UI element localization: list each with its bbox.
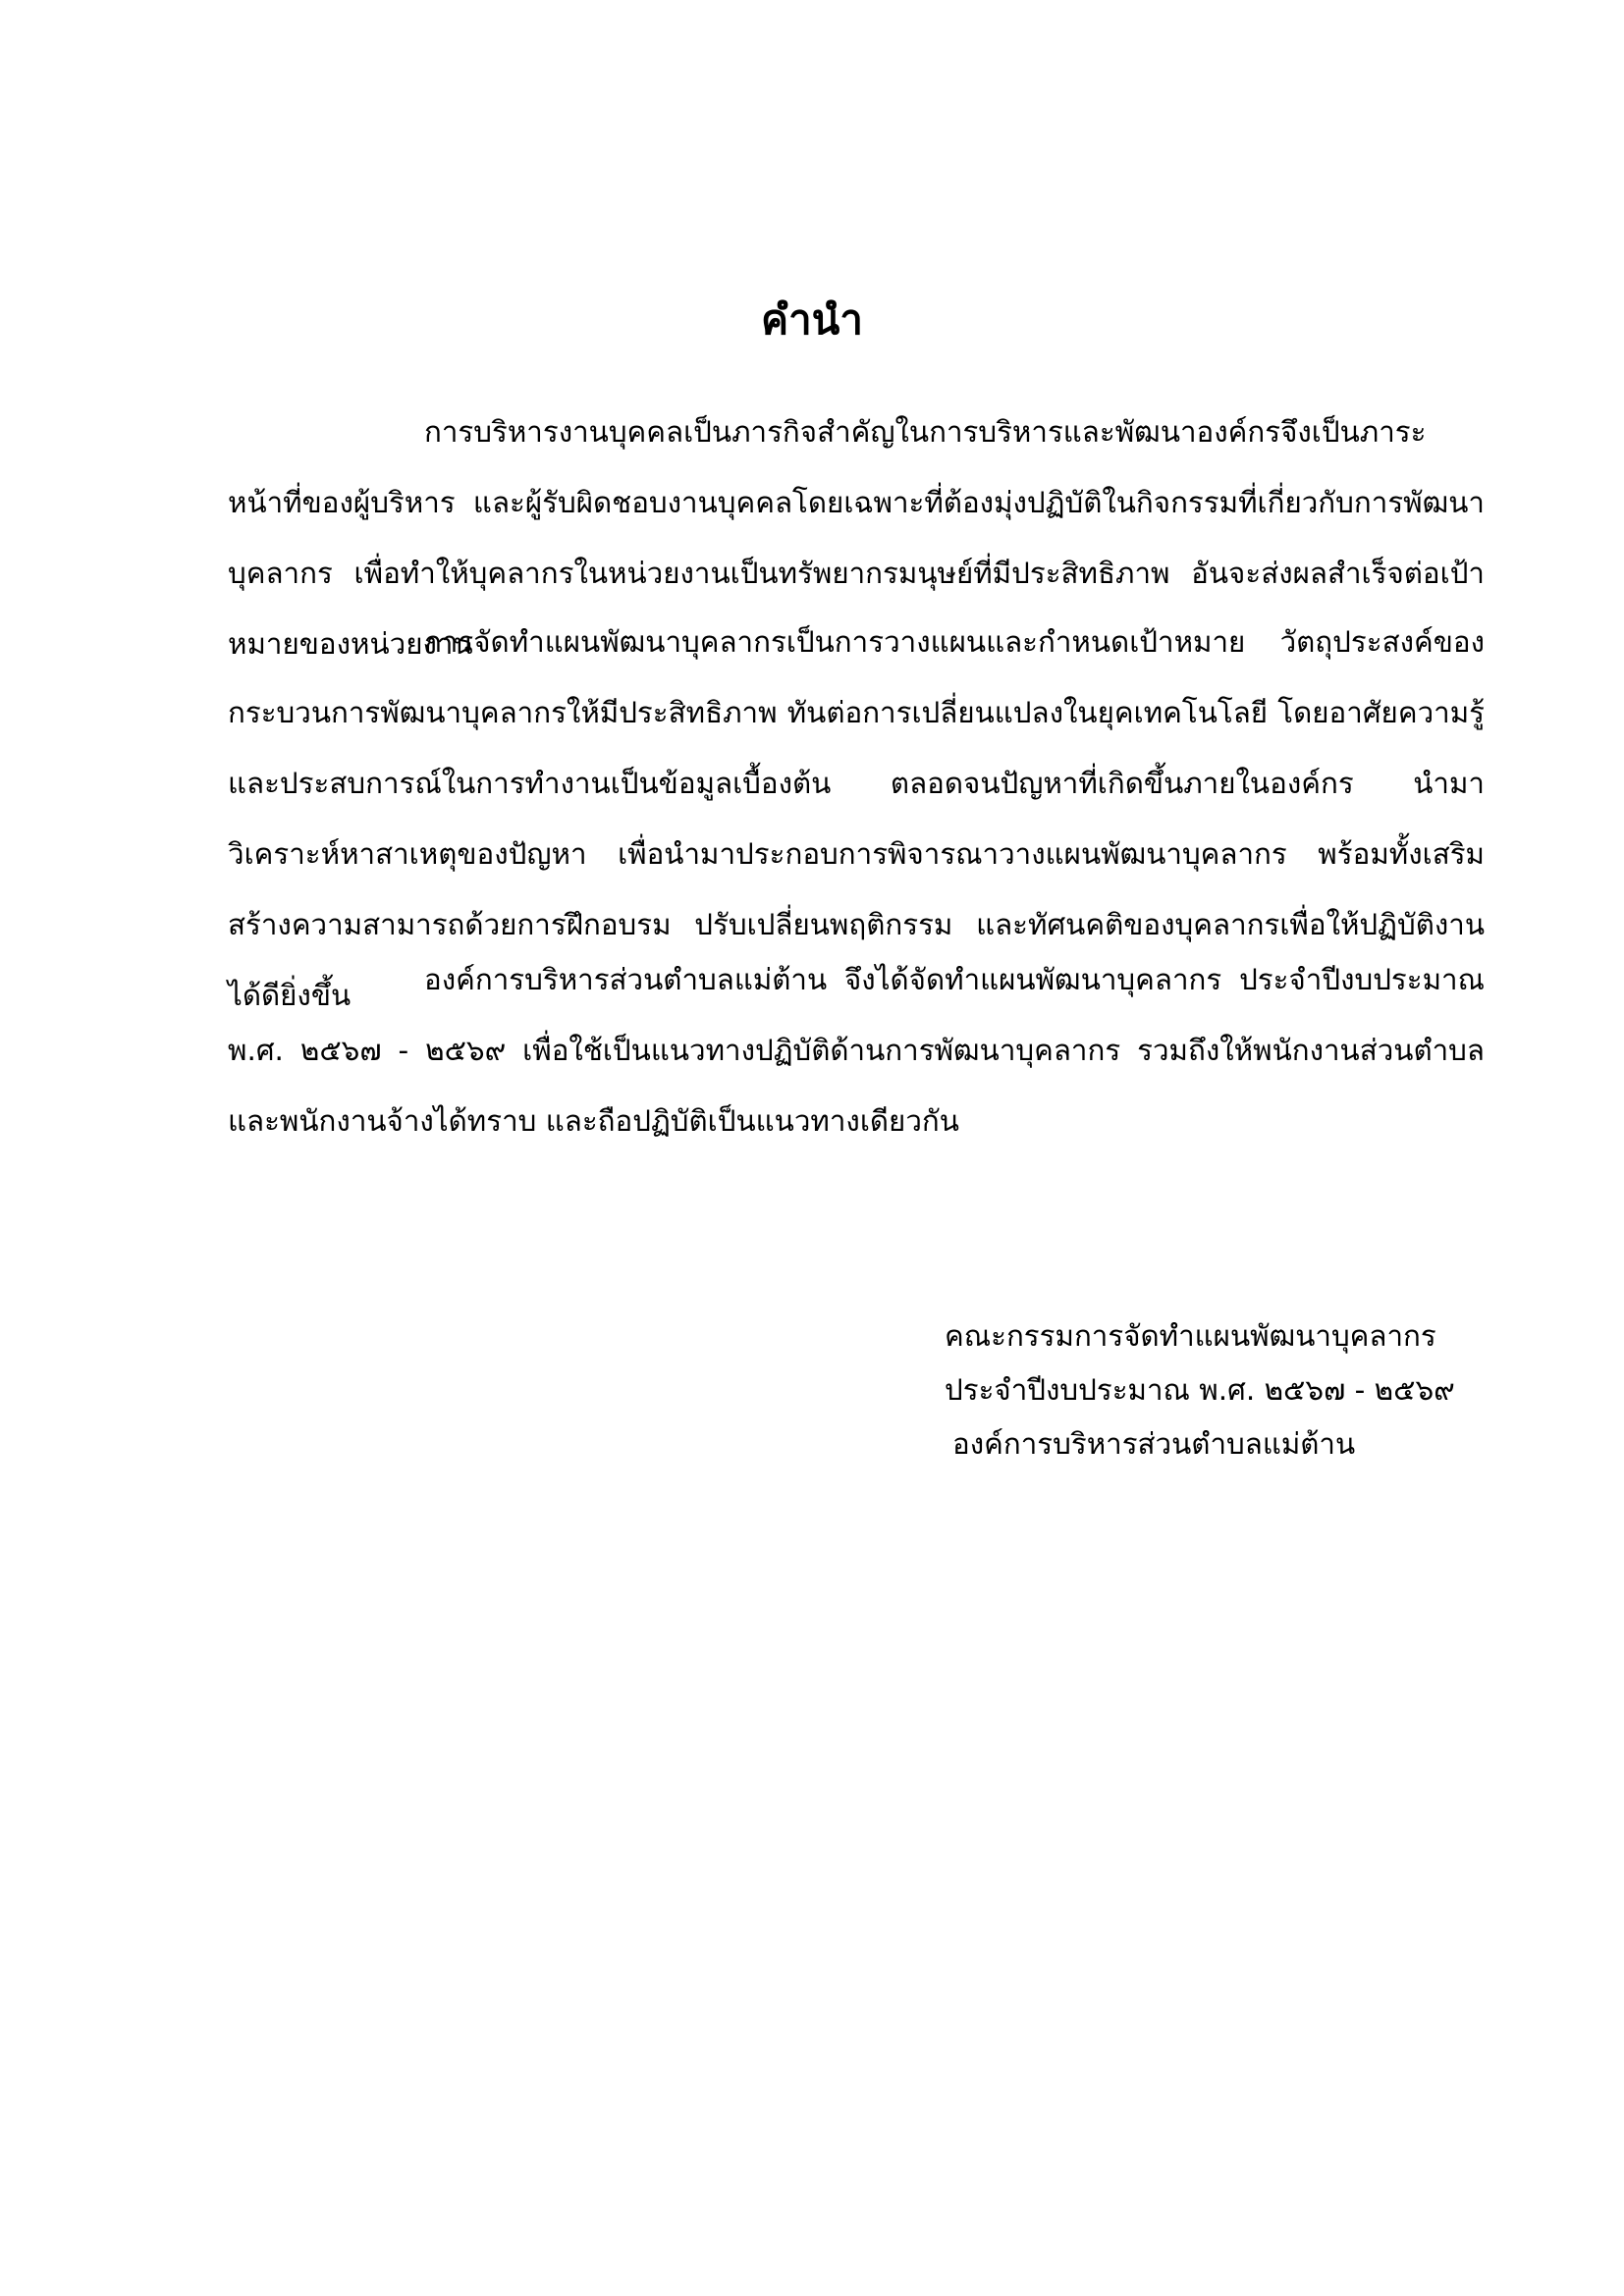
page-title: คำนำ — [761, 295, 863, 344]
signature-block — [945, 1309, 1455, 1471]
intro-paragraph-1: การบริหารงานบุคคลเป็นภารกิจสำคัญในการบริหารและพัฒนาองค์กรจึงเป็นภาระหน้าที่ของผู้บริหาร และผู้รับผิดชอบงานบุคคลโดยเฉพาะที่ต้องมุ่งปฏิบัติในกิจกรรมที่เกี่ยวกับการพัฒนาบุคลากร เพื่อทำให้บุคลากรในหน่วยงานเป็นทรัพยากรมนุษย์ที่มีประสิทธิภาพ อันจะส่งผลสำเร็จต่อเป้าหมายของหน่วยงาน — [228, 415, 1485, 661]
intro-paragraph-3: องค์การบริหารส่วนตำบลแม่ต้าน จึงได้จัดทำแผนพัฒนาบุคลากร ประจำปีงบประมาณ พ.ศ. ๒๕๖๗ - ๒๕๖๙ เพื่อใช้เป็นแนวทางปฏิบัติด้านการพัฒนาบุคลากร รวมถึงให้พนักงานส่วนตำบล และพนักงานจ้างได้ทราบ และถือปฏิบัติเป็นแนวทางเดียวกัน — [228, 963, 1485, 1138]
intro-paragraph-2: การจัดทำแผนพัฒนาบุคลากรเป็นการวางแผนและกำหนดเป้าหมาย วัตถุประสงค์ของกระบวนการพัฒนาบุคลากรให้มีประสิทธิภาพ ทันต่อการเปลี่ยนแปลงในยุคเทคโนโลยี โดยอาศัยความรู้และประสบการณ์ในการทำงานเป็นข้อมูลเบื้องต้น ตลอดจนปัญหาที่เกิดขึ้นภายในองค์กร นำมาวิเคราะห์หาสาเหตุของปัญหา เพื่อนำมาประกอบการพิจารณาวางแผนพัฒนาบุคลากร พร้อมทั้งเสริมสร้างความสามารถด้วยการฝึกอบรม ปรับเปลี่ยนพฤติกรรม และทัศนคติของบุคลากรเพื่อให้ปฏิบัติงานได้ดียิ่งขึ้น — [228, 625, 1485, 1012]
signature-fiscal-year: ประจำปีงบประมาณ พ.ศ. ๒๕๖๗ - ๒๕๖๙ — [945, 1373, 1455, 1407]
signature-organization: องค์การบริหารส่วนตำบลแม่ต้าน — [952, 1427, 1356, 1461]
signature-committee: คณะกรรมการจัดทำแผนพัฒนาบุคลากร — [945, 1319, 1436, 1353]
